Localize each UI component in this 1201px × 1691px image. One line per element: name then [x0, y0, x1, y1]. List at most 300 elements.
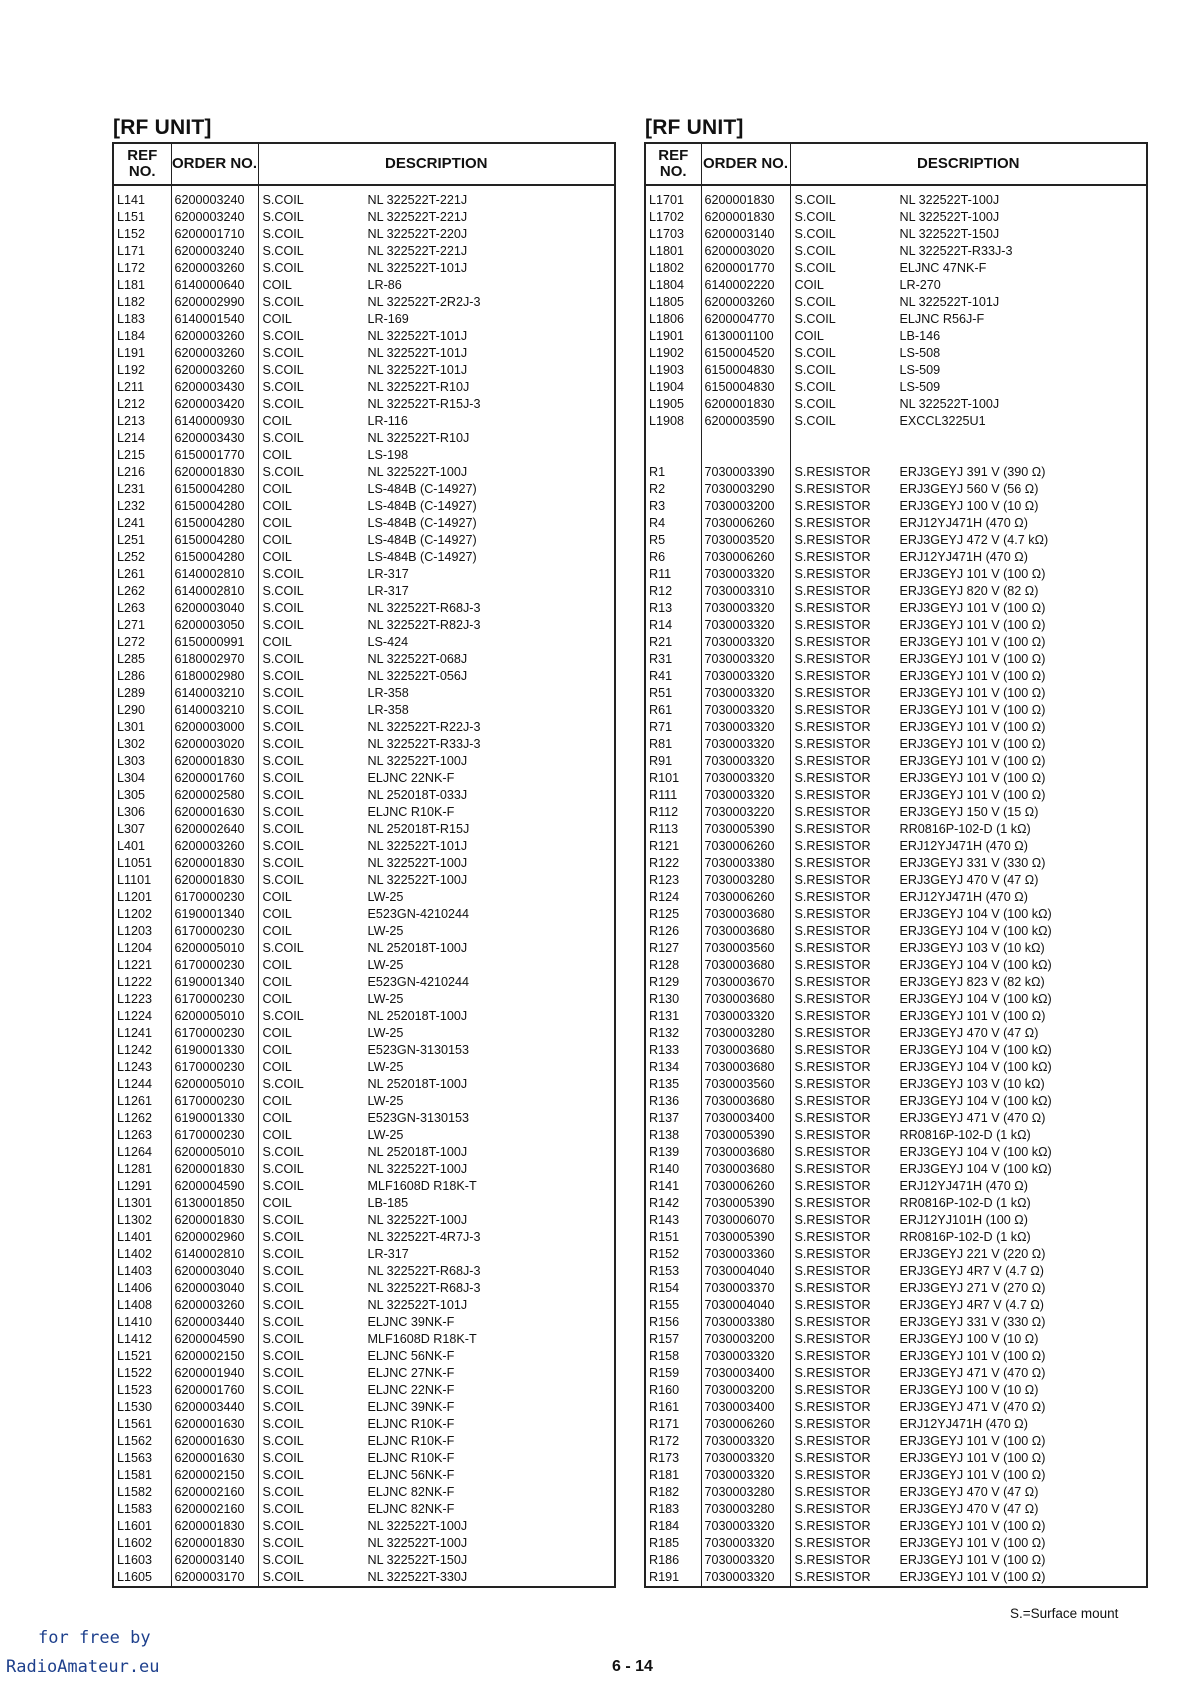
ref-no-cell: R140	[645, 1161, 701, 1178]
table-row	[645, 1144, 1147, 1161]
part-spec-cell: NL 322522T-100J	[367, 856, 468, 870]
table-row	[113, 1348, 615, 1365]
description-cell	[258, 974, 615, 991]
description-cell	[258, 243, 615, 260]
table-row	[113, 940, 615, 957]
description-cell	[258, 889, 615, 906]
ref-no-cell: L1603	[113, 1552, 171, 1569]
description-cell	[258, 311, 615, 328]
order-no-cell: 6170000230	[171, 1093, 258, 1110]
part-spec-cell: NL 322522T-056J	[367, 669, 468, 683]
table-row	[113, 821, 615, 838]
order-no-cell: 6200001630	[171, 1433, 258, 1450]
part-spec-cell: ERJ3GEYJ 101 V (100 Ω)	[899, 771, 1046, 785]
order-no-cell: 6200001710	[171, 226, 258, 243]
description-cell	[790, 838, 1147, 855]
table-row	[113, 804, 615, 821]
order-no-cell: 6200003260	[171, 838, 258, 855]
description-cell	[790, 1144, 1147, 1161]
table-row	[645, 345, 1147, 362]
order-no-cell: 7030003320	[701, 1450, 790, 1467]
part-spec-cell: LS-508	[899, 346, 941, 360]
order-no-cell: 7030003320	[701, 753, 790, 770]
order-no-cell: 7030003320	[701, 651, 790, 668]
ref-no-cell: R159	[645, 1365, 701, 1382]
table-row	[113, 515, 615, 532]
table-row	[645, 549, 1147, 566]
order-no-cell: 6140002810	[171, 1246, 258, 1263]
part-type-cell: S.RESISTOR	[794, 499, 871, 513]
part-type-cell: S.RESISTOR	[794, 1026, 871, 1040]
part-spec-cell: NL 322522T-100J	[367, 1519, 468, 1533]
description-cell	[258, 1059, 615, 1076]
ref-no-cell: R12	[645, 583, 701, 600]
description-cell	[790, 617, 1147, 634]
description-cell	[258, 464, 615, 481]
part-spec-cell: ERJ3GEYJ 101 V (100 Ω)	[899, 1349, 1046, 1363]
description-cell	[258, 1382, 615, 1399]
part-type-cell: S.RESISTOR	[794, 737, 871, 751]
description-cell	[790, 583, 1147, 600]
part-type-cell: S.RESISTOR	[794, 1332, 871, 1346]
part-type-cell: S.COIL	[262, 1468, 304, 1482]
description-cell	[790, 532, 1147, 549]
table-row	[645, 1348, 1147, 1365]
order-no-cell: 6200005010	[171, 1144, 258, 1161]
table-row	[645, 1008, 1147, 1025]
ref-no-cell: R143	[645, 1212, 701, 1229]
ref-no-cell: L232	[113, 498, 171, 515]
ref-no-cell: L1563	[113, 1450, 171, 1467]
part-spec-cell: NL 322522T-101J	[367, 839, 468, 853]
ref-no-cell: R181	[645, 1467, 701, 1484]
order-no-cell	[701, 430, 790, 447]
part-type-cell: S.RESISTOR	[794, 1043, 871, 1057]
table-row	[645, 1195, 1147, 1212]
ref-no-cell: L1901	[645, 328, 701, 345]
ref-no-cell: L1401	[113, 1229, 171, 1246]
part-type-cell: S.RESISTOR	[794, 992, 871, 1006]
ref-no-cell: R5	[645, 532, 701, 549]
ref-no-cell: R127	[645, 940, 701, 957]
table-row	[645, 1229, 1147, 1246]
ref-no-cell: R81	[645, 736, 701, 753]
description-cell	[258, 1076, 615, 1093]
table-row	[113, 651, 615, 668]
part-type-cell: COIL	[262, 448, 292, 462]
order-no-cell: 7030003320	[701, 1569, 790, 1587]
part-spec-cell: LR-358	[367, 703, 409, 717]
part-spec-cell: NL 322522T-100J	[899, 397, 1000, 411]
part-type-cell: COIL	[262, 1060, 292, 1074]
part-type-cell: S.RESISTOR	[794, 465, 871, 479]
part-type-cell: COIL	[262, 890, 292, 904]
ref-no-cell: L305	[113, 787, 171, 804]
order-no-cell: 6200003440	[171, 1314, 258, 1331]
description-cell	[790, 1314, 1147, 1331]
part-spec-cell: ELJNC R10K-F	[367, 1451, 455, 1465]
ref-no-cell: R101	[645, 770, 701, 787]
ref-no-cell: L302	[113, 736, 171, 753]
table-row	[645, 243, 1147, 260]
order-no-cell: 6140003210	[171, 702, 258, 719]
part-spec-cell: ERJ12YJ471H (470 Ω)	[899, 1179, 1028, 1193]
order-no-cell: 6140002810	[171, 583, 258, 600]
order-no-cell: 7030003320	[701, 770, 790, 787]
ref-no-cell: R126	[645, 923, 701, 940]
part-spec-cell: ELJNC 82NK-F	[367, 1502, 455, 1516]
header-order-no: ORDER NO.	[171, 143, 258, 185]
part-spec-cell: ERJ3GEYJ 103 V (10 kΩ)	[899, 941, 1045, 955]
ref-no-cell: R3	[645, 498, 701, 515]
ref-no-cell: L1224	[113, 1008, 171, 1025]
order-no-cell: 6140001540	[171, 311, 258, 328]
part-type-cell: S.RESISTOR	[794, 720, 871, 734]
order-no-cell: 7030003680	[701, 991, 790, 1008]
part-type-cell: COIL	[262, 975, 292, 989]
part-spec-cell: ERJ3GEYJ 101 V (100 Ω)	[899, 1434, 1046, 1448]
table-row	[113, 1212, 615, 1229]
header-description: DESCRIPTION	[258, 143, 615, 185]
description-cell	[790, 498, 1147, 515]
table-spacer-row	[645, 185, 1147, 192]
ref-no-cell: L213	[113, 413, 171, 430]
part-type-cell: S.RESISTOR	[794, 958, 871, 972]
description-cell	[790, 396, 1147, 413]
order-no-cell: 7030003320	[701, 1552, 790, 1569]
order-no-cell: 6200002990	[171, 294, 258, 311]
ref-no-cell: L271	[113, 617, 171, 634]
part-spec-cell: ERJ3GEYJ 100 V (10 Ω)	[899, 1332, 1039, 1346]
part-spec-cell: NL 322522T-R22J-3	[367, 720, 481, 734]
table-row	[113, 1229, 615, 1246]
table-row	[645, 1059, 1147, 1076]
table-row	[113, 1484, 615, 1501]
description-cell	[790, 311, 1147, 328]
part-type-cell: S.COIL	[262, 1502, 304, 1516]
description-cell	[258, 549, 615, 566]
part-spec-cell: E523GN-3130153	[367, 1111, 470, 1125]
part-type-cell: S.COIL	[262, 295, 304, 309]
table-row	[113, 1382, 615, 1399]
ref-no-cell: R130	[645, 991, 701, 1008]
part-type-cell: S.COIL	[262, 1009, 304, 1023]
order-no-cell: 7030003280	[701, 1484, 790, 1501]
part-type-cell: S.COIL	[262, 856, 304, 870]
description-cell	[790, 787, 1147, 804]
part-type-cell: S.RESISTOR	[794, 652, 871, 666]
table-row	[645, 379, 1147, 396]
part-spec-cell: ERJ3GEYJ 823 V (82 kΩ)	[899, 975, 1045, 989]
part-type-cell: S.COIL	[794, 414, 836, 428]
description-cell	[258, 804, 615, 821]
description-cell	[790, 1382, 1147, 1399]
order-no-cell: 6200003260	[171, 328, 258, 345]
part-type-cell: S.RESISTOR	[794, 1553, 871, 1567]
order-no-cell: 7030006260	[701, 838, 790, 855]
description-cell	[258, 787, 615, 804]
part-spec-cell: ERJ3GEYJ 104 V (100 kΩ)	[899, 1043, 1052, 1057]
table-row	[645, 294, 1147, 311]
description-cell	[258, 1093, 615, 1110]
ref-no-cell: L1241	[113, 1025, 171, 1042]
order-no-cell: 6200003020	[701, 243, 790, 260]
description-cell	[790, 957, 1147, 974]
order-no-cell: 7030003320	[701, 1348, 790, 1365]
part-spec-cell: ERJ3GEYJ 101 V (100 Ω)	[899, 703, 1046, 717]
description-cell	[258, 1025, 615, 1042]
table-row	[113, 481, 615, 498]
part-spec-cell: ERJ3GEYJ 101 V (100 Ω)	[899, 601, 1046, 615]
part-spec-cell: LS-484B (C-14927)	[367, 499, 477, 513]
part-type-cell: S.COIL	[262, 1485, 304, 1499]
description-cell	[790, 1399, 1147, 1416]
ref-no-cell: L262	[113, 583, 171, 600]
order-no-cell: 6140003210	[171, 685, 258, 702]
description-cell	[790, 634, 1147, 651]
ref-no-cell: L184	[113, 328, 171, 345]
description-cell	[258, 1042, 615, 1059]
part-spec-cell: ERJ3GEYJ 101 V (100 Ω)	[899, 652, 1046, 666]
part-spec-cell: LR-116	[367, 414, 408, 428]
description-cell	[258, 1416, 615, 1433]
description-cell	[790, 1178, 1147, 1195]
table-row	[113, 192, 615, 209]
part-type-cell: S.RESISTOR	[794, 1060, 871, 1074]
part-spec-cell: ERJ3GEYJ 331 V (330 Ω)	[899, 856, 1046, 870]
ref-no-cell: L1523	[113, 1382, 171, 1399]
part-spec-cell: NL 322522T-R68J-3	[367, 601, 481, 615]
order-no-cell: 7030003400	[701, 1399, 790, 1416]
ref-no-cell: R173	[645, 1450, 701, 1467]
table-row	[645, 770, 1147, 787]
part-type-cell: S.RESISTOR	[794, 1485, 871, 1499]
order-no-cell: 6130001100	[701, 328, 790, 345]
part-type-cell: S.COIL	[262, 788, 304, 802]
description-cell	[790, 1025, 1147, 1042]
part-spec-cell: NL 322522T-R15J-3	[367, 397, 481, 411]
ref-no-cell: L304	[113, 770, 171, 787]
ref-no-cell: L1801	[645, 243, 701, 260]
part-spec-cell: ERJ3GEYJ 101 V (100 Ω)	[899, 1553, 1046, 1567]
description-cell	[258, 1297, 615, 1314]
order-no-cell: 7030005390	[701, 1229, 790, 1246]
part-type-cell: S.RESISTOR	[794, 533, 871, 547]
description-cell	[790, 1501, 1147, 1518]
part-type-cell: S.COIL	[262, 652, 304, 666]
table-row	[645, 668, 1147, 685]
description-cell	[258, 413, 615, 430]
part-spec-cell: NL 322522T-R10J	[367, 380, 470, 394]
table-row	[645, 1552, 1147, 1569]
table-row	[113, 260, 615, 277]
description-cell	[790, 413, 1147, 430]
description-cell	[258, 1399, 615, 1416]
table-row	[645, 1093, 1147, 1110]
part-spec-cell: ERJ3GEYJ 331 V (330 Ω)	[899, 1315, 1046, 1329]
table-row	[645, 957, 1147, 974]
table-row	[113, 294, 615, 311]
ref-no-cell: R155	[645, 1297, 701, 1314]
ref-no-cell: L1702	[645, 209, 701, 226]
part-type-cell: S.COIL	[794, 312, 836, 326]
ref-no-cell: L272	[113, 634, 171, 651]
part-type-cell: S.RESISTOR	[794, 1230, 871, 1244]
table-row	[645, 566, 1147, 583]
ref-no-cell: L171	[113, 243, 171, 260]
table-row	[113, 923, 615, 940]
ref-no-cell: L303	[113, 753, 171, 770]
table-row	[645, 532, 1147, 549]
order-no-cell: 6200003000	[171, 719, 258, 736]
ref-no-cell: R121	[645, 838, 701, 855]
surface-mount-footnote: S.=Surface mount	[1010, 1606, 1119, 1621]
table-row	[113, 498, 615, 515]
description-cell	[258, 1484, 615, 1501]
part-spec-cell: ERJ3GEYJ 103 V (10 kΩ)	[899, 1077, 1045, 1091]
table-row	[645, 1025, 1147, 1042]
description-cell	[258, 821, 615, 838]
part-type-cell: COIL	[262, 414, 292, 428]
table-row	[113, 413, 615, 430]
part-type-cell: S.COIL	[262, 584, 304, 598]
part-spec-cell: LW-25	[367, 958, 404, 972]
ref-no-cell: L1703	[645, 226, 701, 243]
description-cell	[258, 277, 615, 294]
description-cell	[258, 702, 615, 719]
part-spec-cell: RR0816P-102-D (1 kΩ)	[899, 1128, 1031, 1142]
part-spec-cell: ERJ3GEYJ 471 V (470 Ω)	[899, 1366, 1046, 1380]
order-no-cell: 6140000930	[171, 413, 258, 430]
part-type-cell: S.RESISTOR	[794, 1247, 871, 1261]
order-no-cell: 6170000230	[171, 889, 258, 906]
description-cell	[258, 770, 615, 787]
table-row	[645, 328, 1147, 345]
ref-no-cell: R91	[645, 753, 701, 770]
part-spec-cell: LR-270	[899, 278, 941, 292]
table-row	[645, 889, 1147, 906]
order-no-cell: 7030003320	[701, 1535, 790, 1552]
order-no-cell: 6180002980	[171, 668, 258, 685]
ref-no-cell: R142	[645, 1195, 701, 1212]
part-spec-cell: NL 322522T-101J	[367, 261, 468, 275]
description-cell	[258, 1535, 615, 1552]
part-spec-cell: NL 252018T-R15J	[367, 822, 470, 836]
table-row	[645, 1076, 1147, 1093]
table-row	[113, 379, 615, 396]
table-row	[113, 787, 615, 804]
table-row	[113, 1025, 615, 1042]
table-row	[113, 1110, 615, 1127]
part-type-cell: S.COIL	[262, 1451, 304, 1465]
part-spec-cell: NL 322522T-2R2J-3	[367, 295, 481, 309]
description-cell	[258, 855, 615, 872]
table-row	[645, 1382, 1147, 1399]
part-type-cell: S.COIL	[262, 873, 304, 887]
ref-no-cell: R154	[645, 1280, 701, 1297]
table-row	[113, 1076, 615, 1093]
part-type-cell: S.COIL	[262, 720, 304, 734]
order-no-cell: 6150004520	[701, 345, 790, 362]
part-spec-cell: NL 322522T-100J	[367, 1162, 468, 1176]
description-cell	[258, 260, 615, 277]
part-spec-cell: MLF1608D R18K-T	[367, 1179, 477, 1193]
part-type-cell: S.RESISTOR	[794, 1434, 871, 1448]
description-cell	[790, 1416, 1147, 1433]
ref-no-cell: R139	[645, 1144, 701, 1161]
table-row	[113, 209, 615, 226]
part-spec-cell: LR-317	[367, 1247, 409, 1261]
order-no-cell: 7030003290	[701, 481, 790, 498]
table-row	[645, 192, 1147, 209]
table-row	[113, 770, 615, 787]
ref-no-cell: L263	[113, 600, 171, 617]
description-cell	[790, 1008, 1147, 1025]
part-spec-cell: NL 252018T-100J	[367, 1009, 468, 1023]
part-spec-cell: RR0816P-102-D (1 kΩ)	[899, 1196, 1031, 1210]
table-row	[645, 515, 1147, 532]
order-no-cell: 6200003020	[171, 736, 258, 753]
part-type-cell: S.RESISTOR	[794, 1179, 871, 1193]
table-row	[113, 1127, 615, 1144]
description-cell	[790, 991, 1147, 1008]
right-unit-title: [RF UNIT]	[645, 116, 744, 139]
part-spec-cell: NL 322522T-068J	[367, 652, 468, 666]
part-type-cell: S.COIL	[262, 1315, 304, 1329]
description-cell	[790, 855, 1147, 872]
order-no-cell: 6200001830	[171, 1212, 258, 1229]
order-no-cell: 6200001940	[171, 1365, 258, 1382]
table-row	[113, 1008, 615, 1025]
table-row	[113, 1535, 615, 1552]
table-row	[645, 1433, 1147, 1450]
order-no-cell: 7030003320	[701, 685, 790, 702]
table-row	[645, 1314, 1147, 1331]
ref-no-cell: L1583	[113, 1501, 171, 1518]
order-no-cell: 7030003320	[701, 600, 790, 617]
description-cell	[790, 1195, 1147, 1212]
ref-no-cell: R138	[645, 1127, 701, 1144]
table-row	[645, 940, 1147, 957]
part-type-cell: S.COIL	[262, 380, 304, 394]
part-type-cell: S.COIL	[794, 227, 836, 241]
ref-no-cell: L1701	[645, 192, 701, 209]
order-no-cell: 6200001830	[171, 753, 258, 770]
ref-no-cell: L1408	[113, 1297, 171, 1314]
part-spec-cell: ERJ3GEYJ 471 V (470 Ω)	[899, 1111, 1046, 1125]
part-spec-cell: ERJ3GEYJ 104 V (100 kΩ)	[899, 1060, 1052, 1074]
ref-no-cell: R71	[645, 719, 701, 736]
part-type-cell: COIL	[262, 482, 292, 496]
table-row	[645, 209, 1147, 226]
order-no-cell: 6150004280	[171, 481, 258, 498]
ref-no-cell: R41	[645, 668, 701, 685]
part-spec-cell: LW-25	[367, 992, 404, 1006]
order-no-cell: 6200001630	[171, 1416, 258, 1433]
ref-no-cell: R13	[645, 600, 701, 617]
part-spec-cell: ERJ3GEYJ 221 V (220 Ω)	[899, 1247, 1046, 1261]
part-type-cell: S.RESISTOR	[794, 924, 871, 938]
part-type-cell: S.RESISTOR	[794, 1315, 871, 1329]
part-type-cell: S.RESISTOR	[794, 482, 871, 496]
order-no-cell: 6200002160	[171, 1501, 258, 1518]
order-no-cell: 7030003320	[701, 719, 790, 736]
order-no-cell: 6200001830	[171, 1518, 258, 1535]
description-cell	[790, 1212, 1147, 1229]
table-row	[645, 685, 1147, 702]
part-type-cell: S.COIL	[262, 567, 304, 581]
part-type-cell: S.COIL	[794, 244, 836, 258]
